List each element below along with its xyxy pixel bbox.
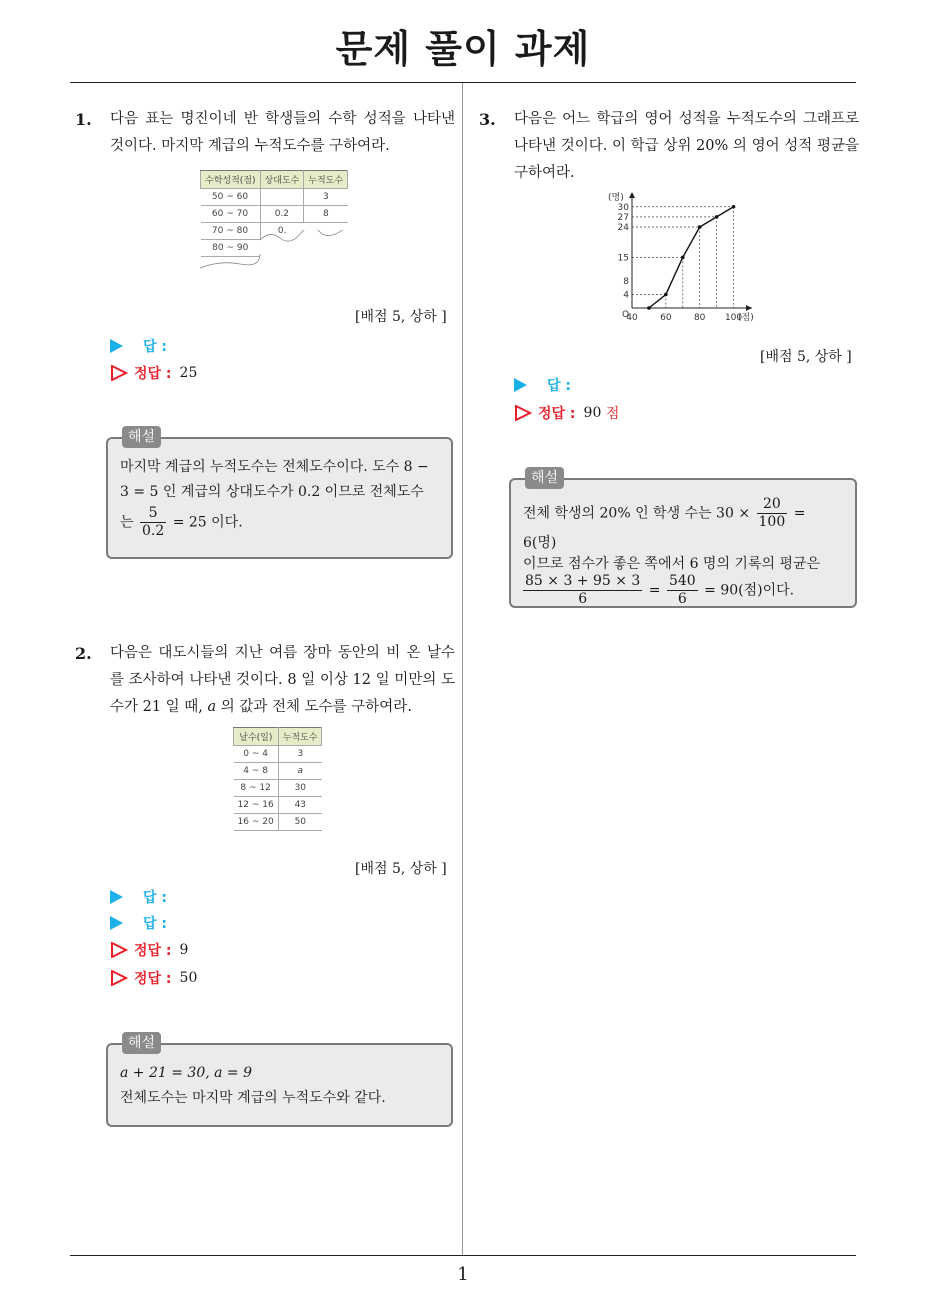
- correct-triangle-icon: [110, 365, 128, 381]
- table-cell: 8 ~ 12: [234, 780, 279, 797]
- table-row: [201, 206, 348, 223]
- explanation-text: =: [648, 582, 661, 599]
- table-header: 누적도수: [304, 171, 348, 189]
- table-cell: 30: [278, 780, 322, 797]
- table-cell: a: [278, 763, 322, 780]
- problem-text: [110, 640, 455, 721]
- fraction-numerator: 20: [757, 496, 788, 514]
- table-header: 누적도수: [278, 728, 322, 746]
- fraction-denominator: 100: [758, 514, 786, 530]
- score-label: [배점 5, 상하 ]: [760, 349, 852, 365]
- score-label: [배점 5, 상하 ]: [355, 309, 447, 325]
- explanation-line: 이므로 점수가 좋은 쪽에서 6 명의 기록의 평균은: [523, 556, 821, 572]
- explanation-box: [106, 1035, 453, 1127]
- correct-label: 정답 :: [134, 971, 172, 987]
- column-divider: [462, 83, 463, 1255]
- problem-2-table-wrap: [233, 727, 322, 831]
- y-tick-label: 24: [617, 223, 629, 233]
- explanation-text: 는: [120, 514, 134, 531]
- answer-triangle-icon: [110, 890, 123, 904]
- problem-number: 2.: [75, 644, 92, 663]
- table-cell: 8: [304, 206, 348, 223]
- explanation-tag: 해설: [122, 1032, 161, 1054]
- y-tick-label: 4: [623, 290, 629, 301]
- fraction-numerator: 85 × 3 + 95 × 3: [525, 573, 641, 589]
- answer-label: 답 :: [547, 378, 571, 394]
- problem-2: [75, 640, 455, 721]
- explanation-line: a + 21 = 30, a = 9: [120, 1065, 253, 1081]
- x-tick-label: 100: [724, 313, 743, 323]
- table-cell: 3: [304, 189, 348, 206]
- data-point: [647, 306, 651, 310]
- explanation-text: = 90(점)이다.: [704, 582, 795, 599]
- table-header: 상대도수: [260, 171, 304, 189]
- problem-text-part: 의 값과 전체 도수를 구하여라.: [220, 699, 412, 715]
- torn-edge-icon: [200, 230, 370, 270]
- correct-answer-row: [514, 403, 619, 423]
- x-tick-label: 40: [626, 313, 638, 323]
- explanation-line: 마지막 계급의 누적도수는 전체도수이다. 도수 8 −: [120, 459, 429, 475]
- fraction: [140, 505, 166, 540]
- problem-1-table-wrap: [200, 170, 348, 257]
- cumulative-frequency-chart: [602, 186, 772, 326]
- fraction-denominator: 6: [578, 591, 588, 607]
- explanation-box: [509, 470, 857, 608]
- explanation-text: = 6(명): [523, 505, 806, 551]
- top-rule: [70, 82, 856, 83]
- answer-label: 답 :: [143, 916, 167, 932]
- correct-triangle-icon: [110, 970, 128, 986]
- explanation-text: = 25 이다.: [172, 514, 243, 531]
- explanation-box: [106, 429, 453, 559]
- explanation-line: [120, 505, 439, 540]
- answer-triangle-icon: [514, 378, 527, 392]
- answer-label: 답 :: [143, 890, 167, 906]
- y-tick-label: 15: [617, 253, 629, 264]
- x-axis-label: (점): [738, 313, 754, 323]
- table-cell: 12 ~ 16: [234, 797, 279, 814]
- correct-answer-unit: 점: [605, 406, 620, 422]
- data-point: [715, 215, 719, 219]
- explanation-tag: 해설: [122, 426, 161, 448]
- correct-triangle-icon: [514, 405, 532, 421]
- variable: a: [207, 699, 217, 715]
- table-row: [234, 763, 322, 780]
- data-point: [698, 225, 702, 229]
- data-point: [681, 256, 685, 260]
- correct-answer-row: [110, 363, 197, 383]
- fraction-numerator: 5: [140, 505, 166, 523]
- table-cell: [260, 189, 304, 206]
- fraction: [667, 573, 698, 608]
- explanation-line: [523, 573, 843, 608]
- correct-answer-row: [110, 968, 197, 988]
- correct-label: 정답 :: [134, 366, 172, 382]
- table-cell: 50: [278, 814, 322, 831]
- answer-triangle-icon: [110, 916, 123, 930]
- fraction: [523, 573, 642, 608]
- table-row: [234, 746, 322, 763]
- problem-text: 다음 표는 명진이네 반 학생들의 수학 성적을 나타낸 것이다. 마지막 계급의 누적도수를 구하여라.: [110, 111, 455, 154]
- correct-label: 정답 :: [134, 943, 172, 959]
- answer-row: [110, 887, 167, 907]
- table-row: [234, 797, 322, 814]
- table-header: 날수(일): [234, 728, 279, 746]
- table-cell: 16 ~ 20: [234, 814, 279, 831]
- problem-text: 다음은 어느 학급의 영어 성적을 누적도수의 그래프로 나타낸 것이다. 이 학급 상위 20% 의 영어 성적 평균을 구하여라.: [514, 111, 859, 181]
- page-number: 1: [457, 1264, 469, 1285]
- table-header: 수학성적(점): [201, 171, 261, 189]
- explanation-text: 전체 학생의 20% 인 학생 수는 30 ×: [523, 505, 751, 522]
- score-label: [배점 5, 상하 ]: [355, 861, 447, 877]
- table-row: [234, 814, 322, 831]
- explanation-line: 3 = 5 인 계급의 상대도수가 0.2 이므로 전체도수: [120, 484, 424, 500]
- x-tick-label: 80: [693, 313, 706, 323]
- correct-answer-value: 9: [179, 942, 189, 958]
- problem-text-part: 다음은 대도시들의 지난 여름 장마 동안의 비 온 날수를 조사하여 나타낸 것이다. 8 일 이상 12 일 미만의 도수가 21 일 때,: [110, 645, 455, 715]
- x-axis-arrow-icon: [746, 305, 752, 311]
- correct-label: 정답 :: [538, 406, 576, 422]
- correct-answer-value: 90: [583, 405, 602, 421]
- correct-triangle-icon: [110, 942, 128, 958]
- table-cell: 3: [278, 746, 322, 763]
- answer-label: 답 :: [143, 339, 167, 355]
- cumulative-table: [233, 727, 322, 831]
- fraction-denominator: 0.2: [141, 523, 165, 539]
- y-tick-label: 27: [617, 212, 629, 223]
- problem-1: [75, 106, 455, 160]
- explanation-line: 전체도수는 마지막 계급의 누적도수와 같다.: [120, 1090, 386, 1106]
- table-cell: 50 ~ 60: [201, 189, 261, 206]
- fraction-numerator: 540: [668, 573, 696, 589]
- table-cell: 43: [278, 797, 322, 814]
- page-title: 문제 풀이 과제: [335, 27, 591, 71]
- correct-answer-value: 50: [179, 970, 198, 986]
- table-cell: 70 ~ 80: [201, 223, 261, 240]
- correct-answer-row: [110, 940, 188, 960]
- answer-row: [110, 336, 167, 356]
- fraction: [757, 496, 788, 531]
- y-tick-label: 30: [617, 202, 629, 213]
- table-row: [201, 189, 348, 206]
- problem-number: 3.: [479, 110, 496, 129]
- answer-row: [514, 375, 571, 395]
- origin-label: O: [622, 310, 630, 320]
- table-cell: 0.2: [260, 206, 304, 223]
- correct-answer-value: 25: [179, 365, 198, 381]
- y-axis-arrow-icon: [629, 192, 635, 198]
- bottom-rule: [70, 1255, 856, 1256]
- table-cell: 80 ~ 90: [201, 240, 261, 257]
- answer-row: [110, 913, 167, 933]
- problem-number: 1.: [75, 110, 92, 129]
- fraction-denominator: 6: [677, 591, 687, 607]
- table-cell: 4 ~ 8: [234, 763, 279, 780]
- problem-3: [479, 106, 859, 187]
- data-point: [732, 205, 736, 209]
- table-cell: 60 ~ 70: [201, 206, 261, 223]
- table-cell: 0 ~ 4: [234, 746, 279, 763]
- answer-triangle-icon: [110, 339, 123, 353]
- x-tick-label: 60: [660, 313, 672, 323]
- y-tick-label: 8: [623, 277, 629, 287]
- table-row: [234, 780, 322, 797]
- explanation-tag: 해설: [525, 467, 564, 489]
- explanation-line: [523, 496, 843, 556]
- table-cell: 0.: [260, 223, 304, 240]
- y-axis-label: (명): [608, 193, 624, 203]
- data-point: [664, 293, 668, 297]
